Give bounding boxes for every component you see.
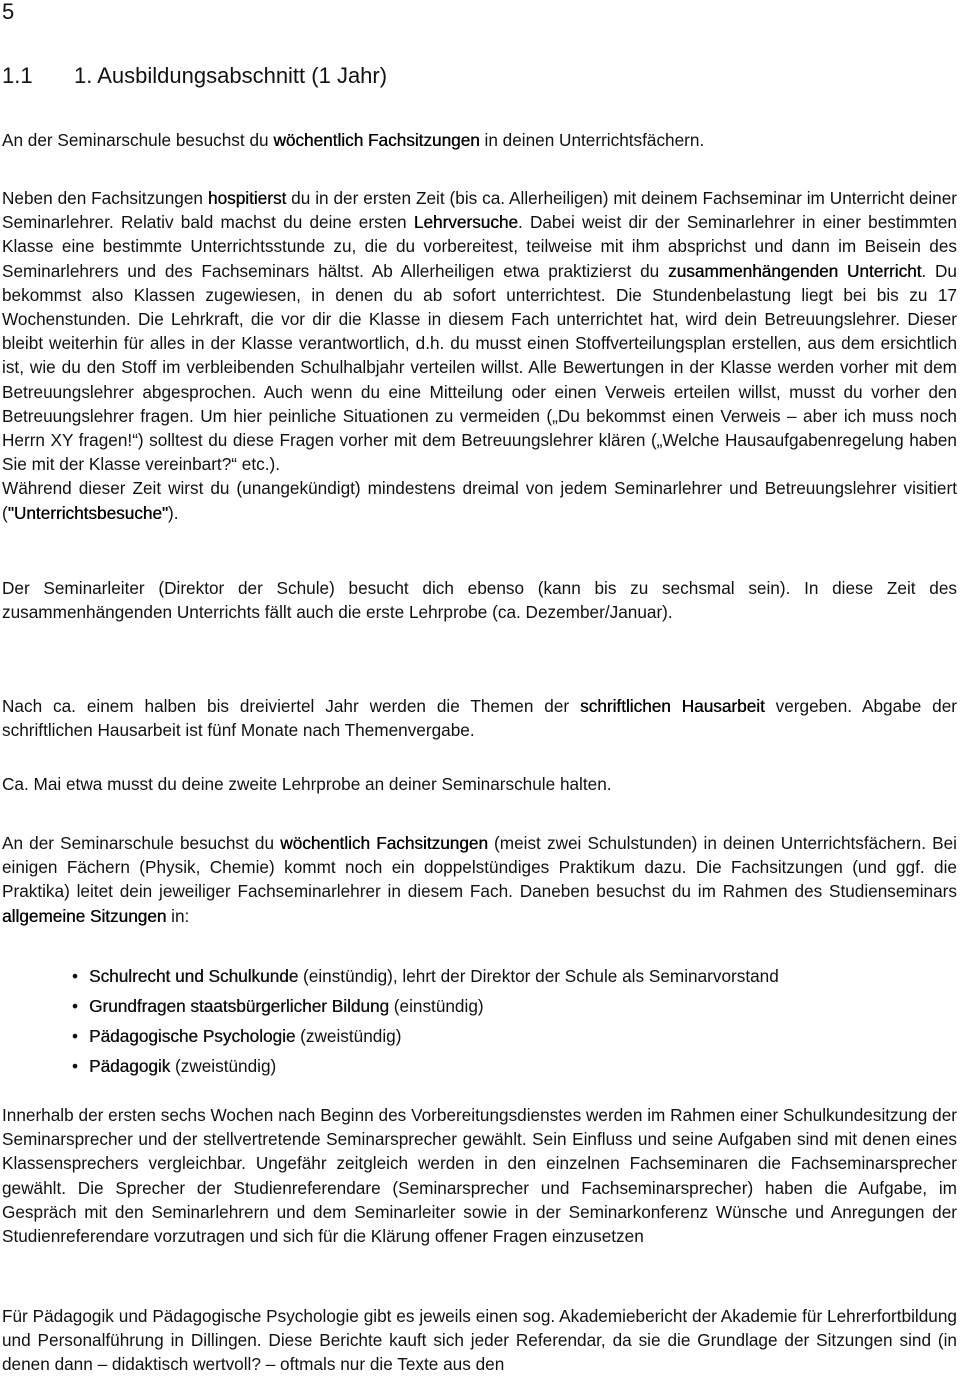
- section-number: 1.1: [2, 63, 33, 88]
- list-item-title: Grundfragen staatsbürgerlicher Bildung: [89, 996, 390, 1016]
- emphasis: allgemeine Sitzungen: [2, 905, 167, 926]
- list-item: [72, 961, 952, 991]
- text-run: (meist zwei Schulstunden) in deinen Unterrichtsfächern. Bei einigen Fächern (Physik, Chemie) kommt noch ein doppelstündiges Praktikum dazu. Die Fachsitzungen (und ggf. die Praktika) leitet dein jeweiliger Fachseminarlehrer in diesem Fach. Daneben besuchst du im Rahmen des Studienseminars: [2, 833, 957, 902]
- list-item: [72, 1021, 952, 1051]
- section-title: 1. Ausbildungsabschnitt (1 Jahr): [74, 63, 388, 88]
- text-run: in deinen Unterrichtsfächern.: [479, 130, 705, 150]
- text-run: An der Seminarschule besuchst du: [2, 130, 274, 150]
- paragraph-sitzungen: [2, 831, 957, 928]
- emphasis: wöchentlich Fachsitzungen: [280, 833, 488, 853]
- list-item-detail: (einstündig): [389, 996, 484, 1016]
- sitzungen-list: [72, 961, 952, 1081]
- emphasis: wöchentlich Fachsitzungen: [273, 130, 480, 150]
- text-run: du in der ersten Zeit (bis ca. Allerheiligen) mit deinem Fachseminar im Unterricht deiner Seminarlehrer. Relativ bald machst du deine ersten: [2, 188, 957, 233]
- paragraph-seminarsprecher: Innerhalb der ersten sechs Wochen nach Beginn des Vorbereitungsdienstes werden im Rahmen einer Schulkundesitzung der Seminarsprecher und der stellvertretende Seminarsprecher gewählt. Sein Einfluss und seine Aufgaben sind mit denen eines Klassensprechers vergleichbar. Ungefähr zeitgleich werden in den einzelnen Fachseminaren die Fachseminarsprecher gewählt. Die Sprecher der Studienreferendare (Seminarsprecher und Fachseminarsprecher) haben die Aufgabe, im Gespräch mit den Seminarlehrern und dem Seminarleiter sowie in der Seminarkonferenz Wünsche und Anregungen der Studienreferendare vorzutragen und sich für die Klärung offener Fragen einzusetzen: [2, 1105, 957, 1247]
- list-item-title: Pädagogische Psychologie: [89, 1026, 296, 1046]
- list-item: [72, 1051, 952, 1081]
- emphasis: hospitierst: [207, 188, 287, 208]
- text-run: Während dieser Zeit wirst du (unangekündigt) mindestens dreimal von jedem Seminarlehrer und Betreuungslehrer visitiert (: [2, 478, 957, 523]
- emphasis: schriftlichen Hausarbeit: [580, 696, 765, 716]
- list-item-title: Pädagogik: [89, 1056, 171, 1076]
- paragraph-fachsitzungen: [2, 128, 957, 152]
- emphasis: "Unterrichtsbesuche": [7, 502, 169, 523]
- paragraph-hospitation: [2, 186, 957, 525]
- text-run: An der Seminarschule besuchst du: [2, 833, 281, 853]
- text-run: ).: [168, 502, 179, 523]
- text-run: . Dabei weist dir der Seminarlehrer in einer bestimmten Klasse eine bestimmte Unterrichtsstunde zu, die du vorbereitest, teilweise mit ihm absprichst und dann im Beisein des Seminarlehrers und des Fachseminars hältst. Ab Allerheiligen etwa praktizierst du: [2, 212, 957, 281]
- section-heading: [2, 62, 387, 90]
- paragraph-lehrprobe: Ca. Mai etwa musst du deine zweite Lehrprobe an deiner Seminarschule halten.: [2, 774, 612, 794]
- text-run: in:: [166, 905, 190, 926]
- text-run: . Du bekommst also Klassen zugewiesen, in denen du ab sofort unterrichtest. Die Stundenbelastung liegt bei bis zu 17 Wochenstunden. Die Lehrkraft, die vor dir die Klasse in diesem Fach unterrichtet hat, wird dein Betreuungslehrer. Dieser bleibt weiterhin für alles in der Klasse verantwortlich, d.h. du musst einen Stoffverteilungsplan erstellen, aus dem ersichtlich ist, wie du den Stoff im verbleibenden Schulhalbjahr verteilen willst. Alle Bewertungen in der Klasse werden vorher mit dem Betreuungslehrer abgesprochen. Auch wenn du eine Mitteilung oder einen Verweis erteilen willst, musst du vorher den Betreuungslehrer fragen. Um hier peinliche Situationen zu vermeiden („Du bekommst einen Verweis – aber ich muss noch Herrn XY fragen!“) solltest du diese Fragen vorher mit dem Betreuungslehrer klären („Welche Hausaufgabenregelung haben Sie mit der Klasse vereinbart?“ etc.).: [2, 260, 957, 475]
- list-item-title: Schulrecht und Schulkunde: [89, 966, 299, 986]
- paragraph-hausarbeit: [2, 694, 957, 742]
- text-run: Neben den Fachsitzungen: [2, 188, 208, 208]
- list-item-detail: (zweistündig): [295, 1026, 402, 1046]
- emphasis: Lehrversuche: [413, 212, 518, 233]
- paragraph-akademiebericht: Für Pädagogik und Pädagogische Psychologie gibt es jeweils einen sog. Akademiebericht der Akademie für Lehrerfortbildung und Personalführung in Dillingen. Diese Berichte kauft sich jeder Referendar, da sie die Grundlage der Sitzungen sind (in denen dann – didaktisch wertvoll? – oftmals nur die Texte aus den: [2, 1306, 957, 1375]
- paragraph-seminarleiter: Der Seminarleiter (Direktor der Schule) besucht dich ebenso (kann bis zu sechsmal sein). In diese Zeit des zusammenhängenden Unterrichts fällt auch die erste Lehrprobe (ca. Dezember/Januar).: [2, 578, 957, 623]
- text-run: Nach ca. einem halben bis dreiviertel Jahr werden die Themen der: [2, 696, 580, 716]
- page-number: 5: [2, 0, 15, 24]
- list-item-detail: (einstündig), lehrt der Direktor der Schule als Seminarvorstand: [298, 966, 779, 986]
- list-item-detail: (zweistündig): [170, 1056, 277, 1076]
- list-item: [72, 991, 952, 1021]
- text-run: vergeben. Abgabe der schriftlichen Hausarbeit ist fünf Monate nach Themenvergabe.: [2, 696, 957, 741]
- emphasis: zusammenhängenden Unterricht: [668, 260, 922, 281]
